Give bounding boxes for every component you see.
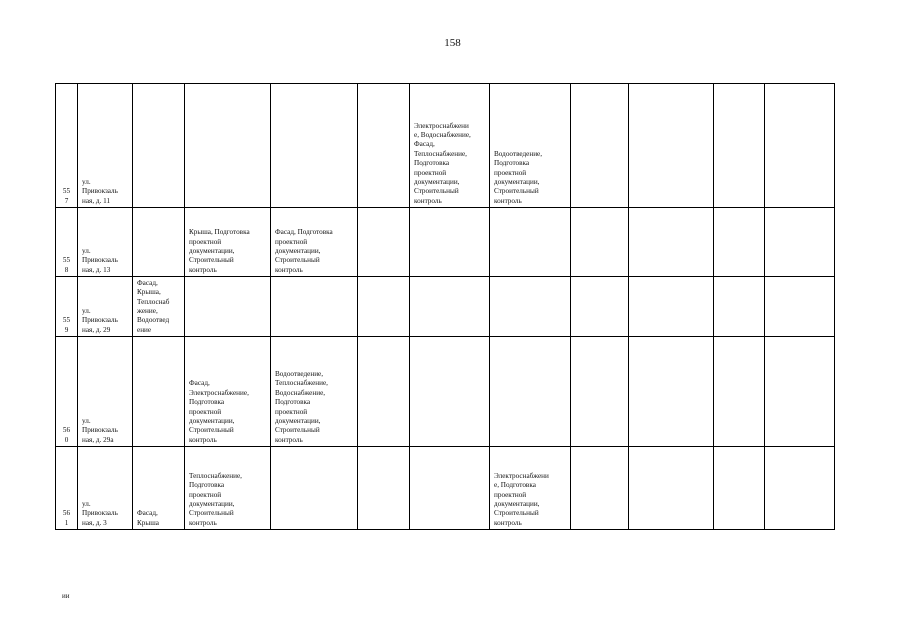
work-cell — [271, 447, 358, 530]
work-cell — [358, 277, 410, 337]
work-cell — [714, 337, 765, 447]
work-cell — [571, 208, 629, 277]
work-cell — [410, 337, 490, 447]
work-cell — [765, 277, 835, 337]
row-number: 55 9 — [56, 277, 78, 337]
work-cell — [358, 337, 410, 447]
work-cell — [629, 447, 714, 530]
work-cell — [629, 208, 714, 277]
work-cell — [410, 447, 490, 530]
table-row — [56, 208, 835, 277]
work-cell — [185, 84, 271, 208]
work-cell — [410, 277, 490, 337]
address-cell: ул. Привокзаль ная, д. 3 — [78, 447, 133, 530]
work-cell — [714, 277, 765, 337]
work-cell: Фасад, Крыша — [133, 447, 185, 530]
work-cell — [571, 277, 629, 337]
work-cell — [358, 84, 410, 208]
address-cell: ул. Привокзаль ная, д. 13 — [78, 208, 133, 277]
work-cell — [490, 277, 571, 337]
work-cell — [571, 447, 629, 530]
repair-schedule-table — [55, 83, 835, 530]
work-cell — [358, 447, 410, 530]
work-cell — [571, 337, 629, 447]
work-cell: Крыша, Подготовка проектной документации, Строительный контроль — [185, 208, 271, 277]
row-number: 56 0 — [56, 337, 78, 447]
work-cell — [714, 447, 765, 530]
work-cell — [629, 337, 714, 447]
work-cell — [765, 84, 835, 208]
work-cell — [490, 337, 571, 447]
address-cell: ул. Привокзаль ная, д. 11 — [78, 84, 133, 208]
work-cell — [133, 208, 185, 277]
work-cell — [490, 208, 571, 277]
work-cell: Теплоснабжение, Подготовка проектной документации, Строительный контроль — [185, 447, 271, 530]
row-number: 55 8 — [56, 208, 78, 277]
work-cell — [765, 447, 835, 530]
work-cell: Водоотведение, Теплоснабжение, Водоснабжение, Подготовка проектной документации, Строительный контроль — [271, 337, 358, 447]
work-cell — [765, 337, 835, 447]
work-cell — [358, 208, 410, 277]
page-number: 158 — [444, 37, 461, 49]
work-cell — [271, 84, 358, 208]
work-cell: Электроснабжени е, Водоснабжение, Фасад, Теплоснабжение, Подготовка проектной документации, Строительный контроль — [410, 84, 490, 208]
work-cell — [410, 208, 490, 277]
address-cell: ул. Привокзаль ная, д. 29 — [78, 277, 133, 337]
work-cell: Фасад, Подготовка проектной документации, Строительный контроль — [271, 208, 358, 277]
work-cell — [571, 84, 629, 208]
work-cell — [629, 84, 714, 208]
work-cell — [133, 84, 185, 208]
table-row — [56, 337, 835, 447]
table-row — [56, 447, 835, 530]
work-cell — [714, 84, 765, 208]
work-cell — [765, 208, 835, 277]
work-cell — [714, 208, 765, 277]
work-cell — [629, 277, 714, 337]
work-cell: Фасад, Электроснабжение, Подготовка проектной документации, Строительный контроль — [185, 337, 271, 447]
work-cell: Водоотведение, Подготовка проектной документации, Строительный контроль — [490, 84, 571, 208]
work-cell: Электроснабжени е, Подготовка проектной документации, Строительный контроль — [490, 447, 571, 530]
table-row — [56, 84, 835, 208]
table-row — [56, 277, 835, 337]
row-number: 56 1 — [56, 447, 78, 530]
work-cell — [271, 277, 358, 337]
work-cell — [133, 337, 185, 447]
address-cell: ул. Привокзаль ная, д. 29а — [78, 337, 133, 447]
footer-mark: ии — [62, 592, 70, 600]
row-number: 55 7 — [56, 84, 78, 208]
work-cell: Фасад, Крыша, Теплоснаб жение, Водоотвед ение — [133, 277, 185, 337]
work-cell — [185, 277, 271, 337]
